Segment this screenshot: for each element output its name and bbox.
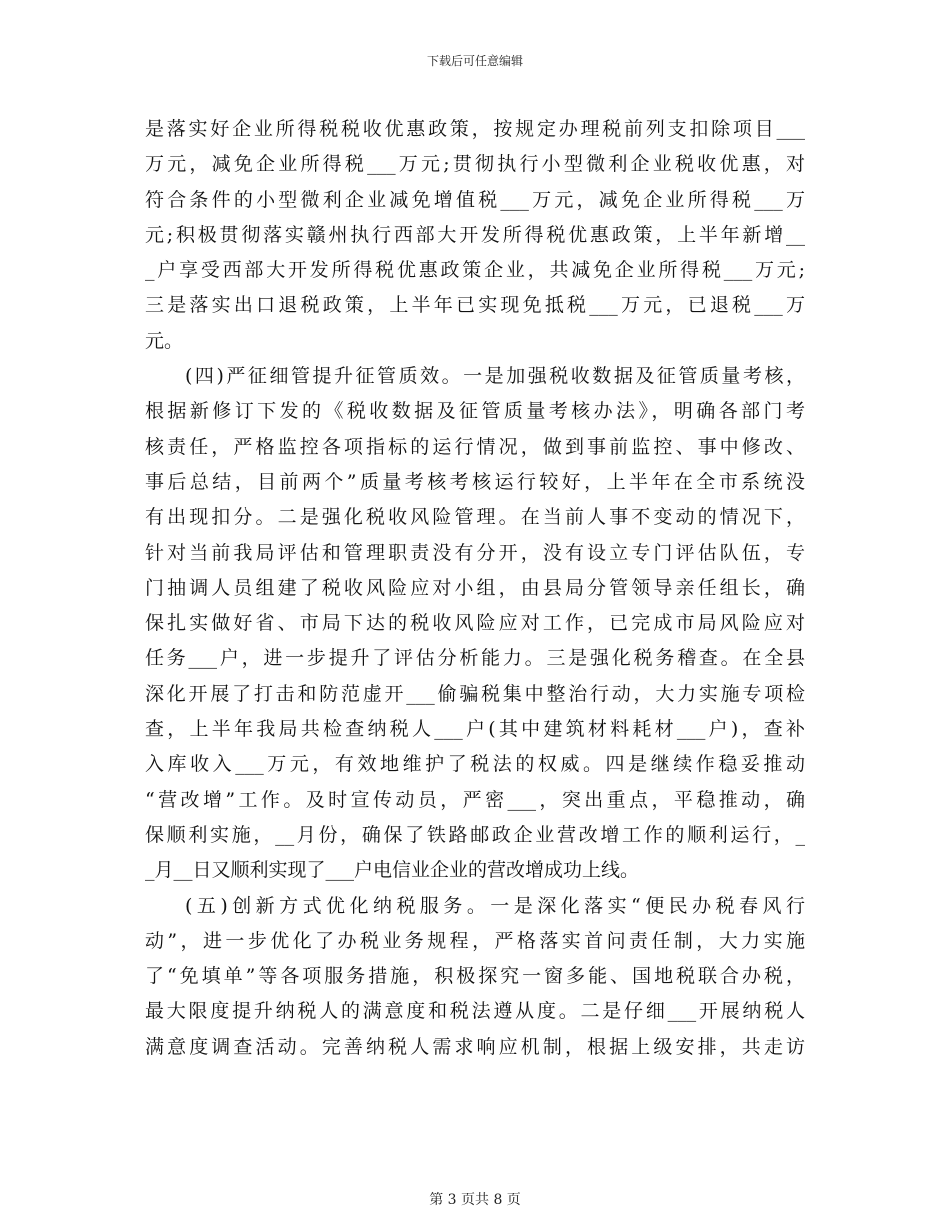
body-line: 有出现扣分。二是强化税收风险管理。在当前人事不变动的情况下， (145, 506, 805, 529)
body-line: 查，上半年我局共检查纳税人___户(其中建筑材料耗材___户)，查补 (145, 718, 805, 741)
body-line: 核责任，严格监控各项指标的运行情况，做到事前监控、事中修改、 (145, 435, 805, 458)
body-line: 最大限度提升纳税人的满意度和税法遵从度。二是仔细___开展纳税人 (145, 1000, 805, 1023)
body-line: 万元，减免企业所得税___万元;贯彻执行小型微利企业税收优惠，对 (145, 153, 805, 176)
body-line: 动”，进一步优化了办税业务规程，严格落实首问责任制，大力实施 (145, 929, 805, 952)
paragraph-heading-line: (五)创新方式优化纳税服务。一是深化落实“便民办税春风行 (185, 894, 805, 917)
body-line: 元。 (145, 329, 184, 352)
body-line: _月__日又顺利实现了___户电信业企业的营改增成功上线。 (145, 859, 640, 882)
body-line: 深化开展了打击和防范虚开___偷骗税集中整治行动，大力实施专项检 (145, 682, 805, 705)
body-line: 入库收入___万元，有效地维护了税法的权威。四是继续作稳妥推动 (145, 753, 805, 776)
body-line: 门抽调人员组建了税收风险应对小组，由县局分管领导亲任组长，确 (145, 576, 805, 599)
body-line: 元;积极贯彻落实赣州执行西部大开发所得税优惠政策，上半年新增__ (145, 223, 805, 246)
body-line: 保顺利实施，__月份，确保了铁路邮政企业营改增工作的顺利运行，_ (145, 823, 805, 846)
body-line: _户享受西部大开发所得税优惠政策企业，共减免企业所得税___万元; (145, 259, 805, 282)
body-line: 是落实好企业所得税税收优惠政策，按规定办理税前列支扣除项目___ (145, 118, 805, 140)
body-line: 了“免填单”等各项服务措施，积极探究一窗多能、国地税联合办税， (145, 965, 805, 988)
body-line: 保扎实做好省、市局下达的税收风险应对工作，已完成市局风险应对 (145, 612, 805, 635)
page-footer: 第 3 页共 8 页 (429, 1192, 521, 1208)
paragraph-heading-line: (四)严征细管提升征管质效。一是加强税收数据及征管质量考核， (185, 365, 805, 388)
body-line: 符合条件的小型微利企业减免增值税___万元，减免企业所得税___万 (145, 188, 805, 211)
body-line: 根据新修订下发的《税收数据及征管质量考核办法》，明确各部门考 (145, 400, 805, 423)
document-body (145, 112, 805, 1065)
body-line: “营改增”工作。及时宣传动员，严密___，突出重点，平稳推动，确 (145, 788, 805, 811)
body-line: 满意度调查活动。完善纳税人需求响应机制，根据上级安排，共走访 (145, 1035, 805, 1058)
page-header: 下载后可任意编辑 (426, 54, 523, 68)
body-line: 事后总结，目前两个”质量考核考核运行较好，上半年在全市系统没 (145, 470, 805, 493)
body-line: 任务___户，进一步提升了评估分析能力。三是强化税务稽查。在全县 (145, 647, 805, 670)
body-line: 三是落实出口退税政策，上半年已实现免抵税___万元，已退税___万 (145, 294, 805, 317)
body-line: 针对当前我局评估和管理职责没有分开，没有设立专门评估队伍，专 (145, 541, 805, 564)
